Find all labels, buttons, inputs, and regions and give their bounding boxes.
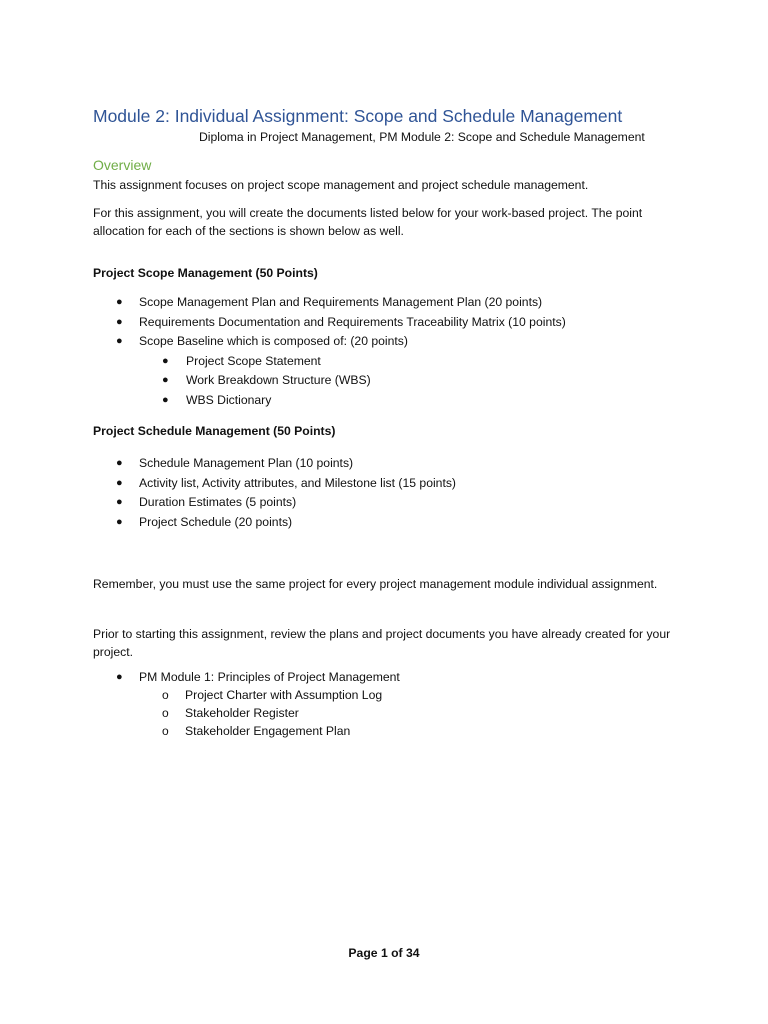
- schedule-section-heading: Project Schedule Management (50 Points): [93, 424, 336, 438]
- document-page: Module 2: Individual Assignment: Scope and Schedule Management Diploma in Project Management, PM Module 2: Scope and Schedule Management Overview This assignment focuses on project scope management and project schedule management. For this assignment, you will create the documents listed below for your work-based project. The point allocation for each of the sections is shown below as well. Project Scope Management (50 Points) ● Scope Management Plan and Requirements Management Plan (20 points) ● Requirements Documentation and Requirements Traceability Matrix (10 points) ● Scope Baseline which is composed of: (20 points) ● Project Scope Statement ● Work Breakdown Structure (WBS) ● WBS Dictionary Project Schedule Management (50 Points) ● Schedule Management Plan (10 points) ● Activity list, Activity attributes, and Milestone list (15 points) ● Duration Estimates (5 points) ● Project Schedule (20 points) Remember, you must use the same project for every project management module individual assignment. Prior to starting this assignment, review the plans and project documents you have already created for your project. ● PM Module 1: Principles of Project Management o Project Charter with Assumption Log o Stakeholder Register o Stakeholder Engagement Plan Page 1 of 34: [0, 0, 768, 1024]
- bullet-icon: ●: [116, 457, 123, 469]
- bullet-icon: ●: [162, 374, 169, 387]
- circle-bullet-icon: o: [162, 724, 169, 738]
- bullet-icon: ●: [116, 335, 123, 348]
- bullet-icon: ●: [116, 315, 123, 328]
- overview-heading: Overview: [93, 157, 152, 173]
- document-title: Module 2: Individual Assignment: Scope and Schedule Management: [93, 106, 623, 126]
- document-subtitle: Diploma in Project Management, PM Module 2: Scope and Schedule Management: [199, 130, 645, 144]
- intro-paragraph: This assignment focuses on project scope management and project schedule management.: [93, 178, 589, 192]
- prior-paragraph: Prior to starting this assignment, review the plans and project documents you have already created for your project.: [93, 627, 671, 659]
- page-number: Page 1 of 34: [348, 946, 420, 960]
- bullet-icon: ●: [116, 515, 123, 528]
- scope-section-heading: Project Scope Management (50 Points): [93, 266, 318, 280]
- bullet-icon: ●: [162, 354, 169, 367]
- bullet-icon: ●: [116, 671, 123, 683]
- circle-bullet-icon: o: [162, 706, 169, 720]
- bullet-icon: ●: [116, 296, 123, 308]
- reminder-paragraph: Remember, you must use the same project for every project management module individual assignment.: [93, 577, 658, 591]
- bullet-icon: ●: [116, 476, 123, 489]
- bullet-icon: ●: [116, 496, 123, 509]
- circle-bullet-icon: o: [162, 688, 169, 702]
- instructions-paragraph: For this assignment, you will create the documents listed below for your work-based project. The point allocation for each of the sections is shown below as well.: [93, 206, 643, 238]
- bullet-icon: ●: [162, 393, 169, 406]
